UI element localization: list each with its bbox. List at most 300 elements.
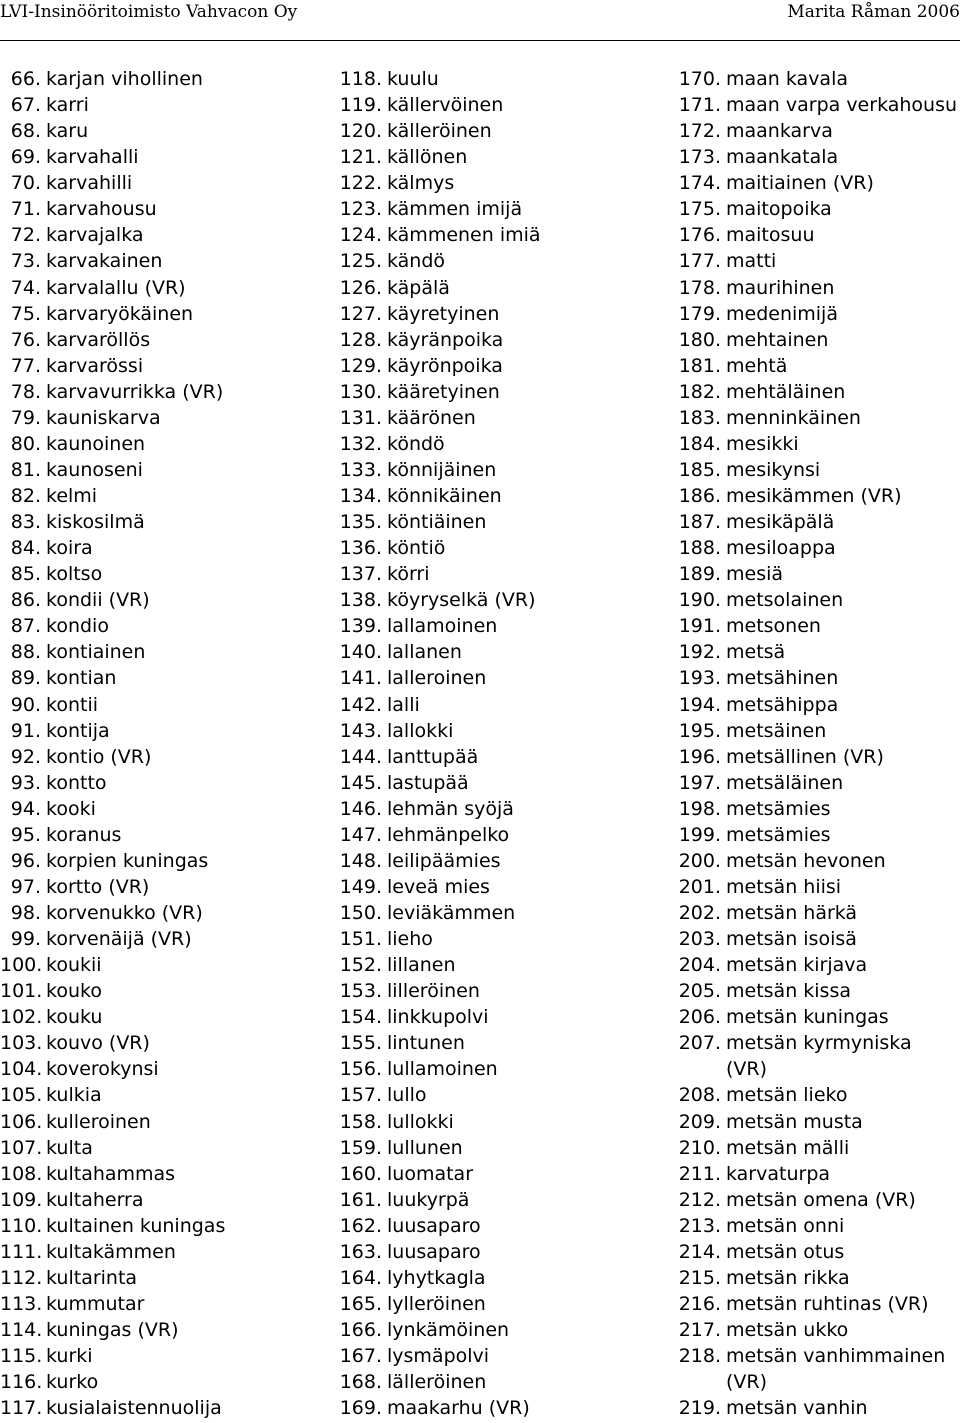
item-text: kaunoinen — [46, 432, 146, 455]
item-text: köyryselkä (VR) — [387, 589, 536, 612]
item-number: 185. — [678, 458, 721, 481]
item-number: 146. — [339, 797, 382, 820]
item-text: matti — [726, 250, 777, 273]
list-item — [338, 1395, 658, 1421]
list-item — [677, 1239, 960, 1265]
item-text: metsämies — [726, 797, 831, 820]
item-text: mesiloappa — [726, 537, 836, 560]
item-text: leveä mies — [387, 875, 490, 898]
item-text: lylleröinen — [387, 1292, 486, 1315]
list-item — [0, 457, 330, 483]
item-number: 152. — [339, 954, 382, 977]
item-number: 177. — [678, 250, 721, 273]
item-text: lullamoinen — [387, 1058, 498, 1081]
item-text: mesikynsi — [726, 458, 821, 481]
item-text: karvaryökäinen — [46, 302, 194, 325]
list-item — [338, 1317, 658, 1343]
item-number: 205. — [678, 980, 721, 1003]
item-number: 210. — [678, 1136, 721, 1159]
item-number: 198. — [678, 797, 721, 820]
item-text: kummutar — [46, 1292, 145, 1315]
list-item — [677, 744, 960, 770]
list-item — [338, 248, 658, 274]
item-number: 171. — [678, 94, 721, 117]
list-item — [0, 1187, 330, 1213]
item-text: kuulu — [387, 68, 439, 90]
item-number: 153. — [339, 980, 382, 1003]
item-number: 160. — [339, 1162, 382, 1185]
item-number: 85. — [10, 563, 41, 586]
list-item — [677, 952, 960, 978]
item-text: lallamoinen — [387, 615, 498, 638]
list-item — [0, 900, 330, 926]
item-text: kääretyinen — [387, 380, 500, 403]
item-text: lysmäpolvi — [387, 1345, 490, 1368]
item-text: metsän kyrmyniska (VR) — [726, 1032, 912, 1081]
item-text: linkkupolvi — [387, 1006, 489, 1029]
item-number: 123. — [339, 198, 382, 221]
page-header — [0, 0, 960, 41]
list-item — [338, 1265, 658, 1291]
item-text: maankatala — [726, 146, 839, 169]
item-number: 190. — [678, 589, 721, 612]
item-number: 118. — [339, 68, 382, 90]
list-item — [0, 561, 330, 587]
item-text: könnikäinen — [387, 485, 502, 507]
list-item — [338, 874, 658, 900]
list-item — [677, 353, 960, 379]
item-number: 170. — [678, 68, 721, 90]
item-text: leilipäämies — [387, 849, 501, 872]
list-item — [338, 92, 658, 118]
item-number: 67. — [10, 94, 41, 117]
item-text: kämmenen imiä — [387, 224, 541, 247]
list-item — [338, 1187, 658, 1213]
item-text: kondio — [46, 615, 109, 638]
item-number: 149. — [339, 875, 382, 898]
list-item — [677, 1213, 960, 1239]
item-text: källönen — [387, 146, 468, 169]
item-text: metsän mälli — [726, 1136, 850, 1159]
item-number: 131. — [339, 406, 382, 429]
item-number: 157. — [339, 1084, 382, 1107]
item-number: 98. — [10, 902, 41, 924]
list-item — [677, 1343, 960, 1395]
item-number: 173. — [678, 146, 721, 169]
item-text: kulta — [46, 1136, 93, 1159]
item-text: kämmen imijä — [387, 198, 523, 221]
list-item — [677, 874, 960, 900]
list-item — [338, 1291, 658, 1317]
item-text: käpälä — [387, 276, 450, 299]
list-item — [338, 353, 658, 379]
list-item — [0, 952, 330, 978]
item-number: 189. — [678, 563, 721, 586]
item-text: metsän omena (VR) — [726, 1188, 916, 1211]
item-number: 99. — [10, 928, 41, 951]
item-text: lyhytkagla — [387, 1266, 486, 1289]
item-text: karvavurrikka (VR) — [46, 380, 224, 403]
item-number: 137. — [339, 563, 382, 586]
list-column-3 — [677, 66, 960, 1421]
item-number: 206. — [678, 1006, 721, 1029]
list-item — [338, 275, 658, 301]
item-text: karvarössi — [46, 354, 144, 377]
item-number: 102. — [0, 1006, 43, 1029]
item-number: 182. — [678, 380, 721, 403]
item-number: 116. — [0, 1371, 43, 1394]
list-item — [677, 66, 960, 92]
item-number: 143. — [339, 719, 382, 742]
item-text: käyrönpoika — [387, 354, 503, 377]
item-text: kälmys — [387, 172, 455, 195]
item-text: kusialaistennuolija — [46, 1397, 222, 1420]
item-number: 196. — [678, 745, 721, 768]
item-text: mesikki — [726, 432, 799, 455]
list-item — [0, 379, 330, 405]
item-number: 90. — [10, 693, 41, 716]
list-item — [677, 118, 960, 144]
list-item — [0, 1239, 330, 1265]
item-text: karvakainen — [46, 250, 163, 273]
list-item — [338, 66, 658, 92]
item-number: 165. — [339, 1292, 382, 1315]
item-text: metsähinen — [726, 667, 839, 690]
item-text: metsän isoisä — [726, 928, 857, 951]
item-text: karvalallu (VR) — [46, 276, 186, 299]
item-number: 202. — [678, 902, 721, 924]
list-item — [0, 248, 330, 274]
list-item — [677, 457, 960, 483]
list-item — [338, 952, 658, 978]
item-number: 193. — [678, 667, 721, 690]
list-item — [0, 222, 330, 248]
list-item — [338, 379, 658, 405]
list-item — [0, 1213, 330, 1239]
item-text: karvaturpa — [726, 1162, 831, 1185]
list-item — [677, 692, 960, 718]
list-item — [0, 1082, 330, 1108]
item-number: 200. — [678, 849, 721, 872]
item-text: karjan vihollinen — [46, 68, 203, 90]
list-item — [0, 848, 330, 874]
list-item — [0, 275, 330, 301]
list-item — [338, 639, 658, 665]
list-item — [338, 1004, 658, 1030]
list-item — [677, 222, 960, 248]
item-number: 96. — [10, 849, 41, 872]
list-item — [338, 796, 658, 822]
item-number: 140. — [339, 641, 382, 664]
list-column-1 — [0, 66, 330, 1421]
list-item — [338, 744, 658, 770]
list-item — [677, 587, 960, 613]
item-number: 168. — [339, 1371, 382, 1394]
list-item — [677, 431, 960, 457]
list-item — [0, 92, 330, 118]
item-number: 201. — [678, 875, 721, 898]
list-item — [338, 327, 658, 353]
item-text: metsolainen — [726, 589, 844, 612]
item-number: 121. — [339, 146, 382, 169]
item-number: 72. — [10, 224, 41, 247]
item-number: 204. — [678, 954, 721, 977]
item-number: 92. — [10, 745, 41, 768]
item-number: 111. — [0, 1240, 43, 1263]
item-text: maurihinen — [726, 276, 835, 299]
item-number: 134. — [339, 485, 382, 507]
item-number: 103. — [0, 1032, 43, 1055]
list-item — [338, 926, 658, 952]
item-number: 175. — [678, 198, 721, 221]
item-number: 218. — [678, 1345, 721, 1368]
item-text: lillanen — [387, 954, 456, 977]
list-item — [338, 196, 658, 222]
list-item — [677, 718, 960, 744]
list-item — [338, 118, 658, 144]
item-number: 148. — [339, 849, 382, 872]
item-text: maitosuu — [726, 224, 815, 247]
list-item — [0, 613, 330, 639]
item-number: 158. — [339, 1110, 382, 1133]
item-number: 217. — [678, 1319, 721, 1341]
item-text: metsällinen (VR) — [726, 745, 884, 768]
list-item — [677, 1135, 960, 1161]
item-text: metsän otus — [726, 1240, 845, 1263]
item-number: 135. — [339, 511, 382, 534]
item-number: 88. — [10, 641, 41, 664]
item-text: lintunen — [387, 1032, 465, 1055]
item-text: mehtäläinen — [726, 380, 846, 403]
item-text: kultainen kuningas — [46, 1214, 226, 1237]
item-text: kontto — [46, 771, 107, 794]
list-item — [677, 275, 960, 301]
list-item — [677, 483, 960, 509]
item-number: 138. — [339, 589, 382, 612]
list-item — [0, 1135, 330, 1161]
list-item — [0, 301, 330, 327]
item-number: 172. — [678, 120, 721, 143]
list-item — [677, 665, 960, 691]
item-number: 195. — [678, 719, 721, 742]
item-text: lullo — [387, 1084, 427, 1107]
item-number: 80. — [10, 432, 41, 455]
list-item — [338, 405, 658, 431]
item-number: 91. — [10, 719, 41, 742]
item-text: lehmän syöjä — [387, 797, 514, 820]
item-number: 179. — [678, 302, 721, 325]
item-text: kontii — [46, 693, 98, 716]
item-number: 81. — [10, 458, 41, 481]
item-text: kontija — [46, 719, 110, 742]
item-number: 167. — [339, 1345, 382, 1368]
item-number: 136. — [339, 537, 382, 560]
list-item — [338, 483, 658, 509]
list-item — [0, 1056, 330, 1082]
item-number: 66. — [10, 68, 41, 90]
list-item — [0, 718, 330, 744]
list-column-2 — [338, 66, 658, 1421]
list-item — [677, 1291, 960, 1317]
item-number: 108. — [0, 1162, 43, 1185]
item-text: karvajalka — [46, 224, 144, 247]
item-number: 159. — [339, 1136, 382, 1159]
item-text: koverokynsi — [46, 1058, 159, 1081]
item-number: 127. — [339, 302, 382, 325]
item-number: 145. — [339, 771, 382, 794]
list-item — [677, 978, 960, 1004]
item-number: 78. — [10, 380, 41, 403]
list-item — [338, 665, 658, 691]
list-item — [677, 1161, 960, 1187]
item-number: 154. — [339, 1006, 382, 1029]
item-number: 155. — [339, 1032, 382, 1055]
item-text: metsä — [726, 641, 786, 664]
item-text: karvahalli — [46, 146, 139, 169]
item-number: 174. — [678, 172, 721, 195]
item-text: karri — [46, 94, 89, 117]
list-item — [338, 1030, 658, 1056]
item-text: källervöinen — [387, 94, 504, 117]
list-item — [338, 144, 658, 170]
item-text: lanttupää — [387, 745, 479, 768]
list-item — [677, 613, 960, 639]
list-item — [0, 796, 330, 822]
list-item — [338, 1343, 658, 1369]
item-text: metsän kissa — [726, 980, 851, 1003]
list-item — [338, 535, 658, 561]
list-item — [0, 926, 330, 952]
item-text: metsähippa — [726, 693, 839, 716]
item-number: 194. — [678, 693, 721, 716]
item-text: kiskosilmä — [46, 511, 145, 534]
item-number: 115. — [0, 1345, 43, 1368]
list-item — [677, 796, 960, 822]
list-item — [677, 301, 960, 327]
item-number: 211. — [678, 1162, 721, 1185]
item-text: kauniskarva — [46, 406, 161, 429]
item-text: kultarinta — [46, 1266, 138, 1289]
item-number: 163. — [339, 1240, 382, 1263]
item-number: 214. — [678, 1240, 721, 1263]
item-text: lälleröinen — [387, 1371, 487, 1394]
item-text: medenimijä — [726, 302, 838, 325]
list-item — [677, 1004, 960, 1030]
item-text: kouvo (VR) — [46, 1032, 150, 1055]
item-number: 176. — [678, 224, 721, 247]
list-item — [0, 639, 330, 665]
item-text: maakarhu (VR) — [387, 1397, 530, 1420]
item-text: lullunen — [387, 1136, 463, 1159]
item-number: 130. — [339, 380, 382, 403]
item-text: kändö — [387, 250, 446, 273]
item-number: 203. — [678, 928, 721, 951]
item-text: luusaparo — [387, 1214, 481, 1237]
list-item — [338, 900, 658, 926]
list-item — [677, 379, 960, 405]
item-text: karvahousu — [46, 198, 157, 221]
item-text: kurki — [46, 1345, 93, 1368]
item-text: metsän vanhimmainen (VR) — [726, 1345, 946, 1394]
list-item — [338, 692, 658, 718]
list-item — [0, 535, 330, 561]
list-item — [677, 900, 960, 926]
list-item — [677, 926, 960, 952]
list-item — [677, 509, 960, 535]
item-text: metsäinen — [726, 719, 827, 742]
item-text: metsän ruhtinas (VR) — [726, 1292, 929, 1315]
item-number: 79. — [10, 406, 41, 429]
list-item — [338, 509, 658, 535]
item-text: metsän vanhin — [726, 1397, 868, 1420]
list-item — [0, 1395, 330, 1421]
item-number: 93. — [10, 771, 41, 794]
item-text: lallokki — [387, 719, 454, 742]
list-item — [0, 1109, 330, 1135]
item-number: 132. — [339, 432, 382, 455]
header-company: LVI-Insinööritoimisto Vahvacon Oy — [0, 2, 298, 22]
list-item — [677, 1265, 960, 1291]
list-item — [0, 1343, 330, 1369]
item-number: 178. — [678, 276, 721, 299]
item-text: maan kavala — [726, 68, 848, 90]
item-text: maan varpa verkahousu — [726, 94, 958, 117]
list-item — [0, 1265, 330, 1291]
item-text: metsän lieko — [726, 1084, 848, 1107]
list-item — [338, 822, 658, 848]
item-text: lynkämöinen — [387, 1319, 510, 1341]
item-text: lieho — [387, 928, 433, 951]
item-number: 97. — [10, 875, 41, 898]
item-text: metsän ukko — [726, 1319, 849, 1341]
item-number: 114. — [0, 1319, 43, 1341]
item-text: kortto (VR) — [46, 875, 150, 898]
list-item — [338, 1161, 658, 1187]
item-text: mesikäpälä — [726, 511, 835, 534]
list-item — [338, 222, 658, 248]
item-number: 197. — [678, 771, 721, 794]
item-number: 213. — [678, 1214, 721, 1237]
list-item — [338, 848, 658, 874]
list-item — [0, 665, 330, 691]
item-text: karu — [46, 120, 89, 143]
list-item — [338, 978, 658, 1004]
item-text: kontiainen — [46, 641, 146, 664]
list-item — [338, 587, 658, 613]
item-number: 209. — [678, 1110, 721, 1133]
item-text: käyretyinen — [387, 302, 500, 325]
item-number: 87. — [10, 615, 41, 638]
list-item — [338, 718, 658, 744]
item-text: kelmi — [46, 485, 98, 507]
item-text: kouko — [46, 980, 102, 1003]
item-number: 184. — [678, 432, 721, 455]
item-text: mehtainen — [726, 328, 829, 351]
item-text: metsän rikka — [726, 1266, 850, 1289]
item-number: 212. — [678, 1188, 721, 1211]
item-text: metsän hevonen — [726, 849, 886, 872]
item-number: 199. — [678, 823, 721, 846]
list-item — [338, 1369, 658, 1395]
list-item — [677, 639, 960, 665]
item-number: 94. — [10, 797, 41, 820]
list-item — [0, 405, 330, 431]
list-item — [0, 1291, 330, 1317]
list-item — [0, 170, 330, 196]
item-text: karvahilli — [46, 172, 133, 195]
item-text: köndö — [387, 432, 445, 455]
item-number: 142. — [339, 693, 382, 716]
